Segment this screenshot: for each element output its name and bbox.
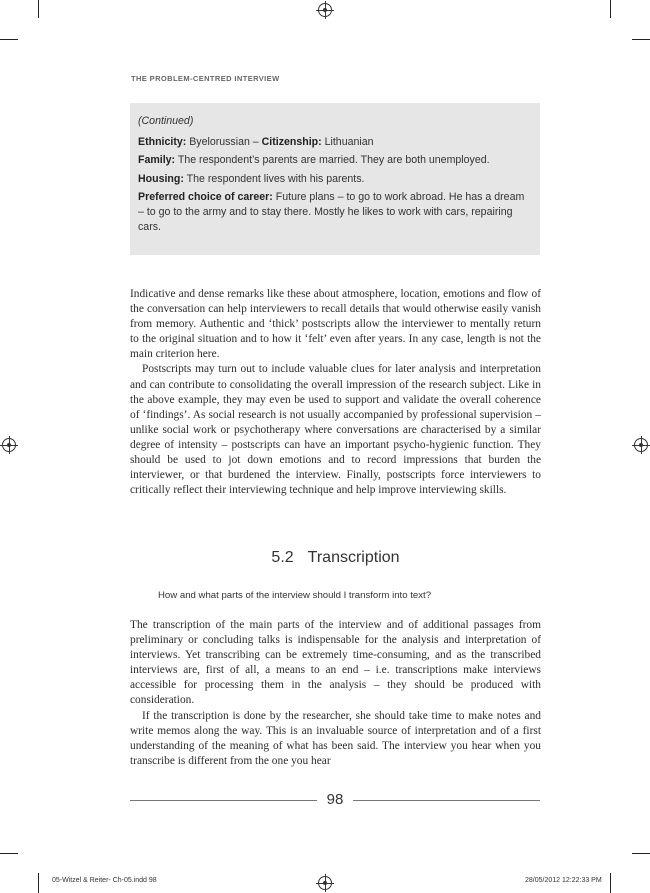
crop-mark xyxy=(610,873,611,893)
ethnicity-line: Ethnicity: Byelorussian – Citizenship: Lithuanian xyxy=(138,136,374,149)
registration-mark-icon xyxy=(318,3,332,17)
body-text-upper xyxy=(130,287,541,498)
family-line: Family: The respondent’s parents are married. They are both unemployed. xyxy=(138,154,490,167)
footer-rule-left xyxy=(130,800,317,801)
crop-mark xyxy=(632,39,650,40)
crop-mark xyxy=(632,853,650,854)
guiding-question: How and what parts of the interview should I transform into text? xyxy=(158,590,432,601)
running-head: THE PROBLEM-CENTRED INTERVIEW xyxy=(131,74,280,83)
crop-mark xyxy=(0,39,18,40)
paragraph: The transcription of the main parts of the interview and of additional passages from preliminary or concluding talks is indispensable for the analysis and interpretation of interviews. Yet transcribing can be extremely time-consuming, and as the transcribed interviews are, first of all, a means to an end – i.e. transcriptions make interviews accessible for processing them in the analysis – they should be produced with consideration. xyxy=(130,619,541,707)
registration-mark-icon xyxy=(2,438,16,452)
registration-mark-icon xyxy=(318,876,332,890)
career-line: Preferred choice of career: Future plans – to go to work abroad. He has a dream – to go to the army and to stay there. Mostly he likes to work with cars, repairing cars. xyxy=(138,190,525,234)
paragraph: Postscripts may turn out to include valuable clues for later analysis and interpretation and can contribute to consolidating the overall impression of the research subject. Like in the above example, they may even be used to support and validate the overall coherence of ‘findings’. As social research is not usually accompanied by professional supervision – unlike social work or psychotherapy where conversations are characterised by a similar degree of intensity – postscripts can have an important psycho-hygienic function. They should be used to jot down emotions and to record impressions that burden the interviewer, or that burdened the interview. Finally, postscripts force interviewers to critically reflect their interviewing technique and help improve interviewing skills. xyxy=(130,363,541,497)
crop-mark xyxy=(0,853,18,854)
slug-timestamp: 28/05/2012 12:22:33 PM xyxy=(525,877,602,884)
section-heading xyxy=(130,549,541,567)
paragraph: Indicative and dense remarks like these about atmosphere, location, emotions and flow of the conversation can help interviewers to recall details that would otherwise easily vanish from memory. Authentic and ‘thick’ postscripts allow the interviewer to mentally return to the original situation and to how it ‘felt’ even after years. In any case, length is not the main criterion here. xyxy=(130,288,541,361)
registration-mark-icon xyxy=(634,438,648,452)
case-summary-box xyxy=(130,103,540,255)
housing-line: Housing: The respondent lives with his parents. xyxy=(138,172,365,185)
slug-file-info: 05-Witzel & Reiter- Ch-05.indd 98 xyxy=(52,877,157,884)
body-text-lower xyxy=(130,618,541,769)
crop-mark xyxy=(610,0,611,18)
section-number: 5.2 xyxy=(271,549,294,566)
footer-rule-right xyxy=(353,800,540,801)
section-title: Transcription xyxy=(307,549,400,566)
paragraph: If the transcription is done by the researcher, she should take time to make notes and write memos along the way. This is an invaluable source of interpretation and of a first understanding of the meaning of what has been said. The interview you hear when you transcribe is different from the one you hear xyxy=(130,709,541,767)
page-number: 98 xyxy=(326,791,344,808)
crop-mark xyxy=(38,0,39,18)
crop-mark xyxy=(38,873,39,893)
continued-label: (Continued) xyxy=(138,115,194,127)
